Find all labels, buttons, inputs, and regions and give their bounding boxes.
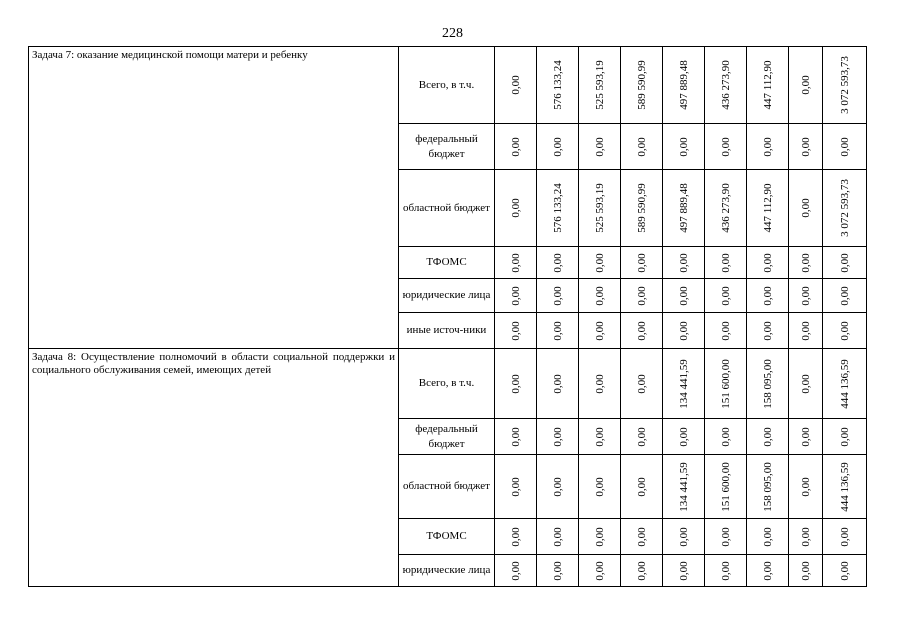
value-cell bbox=[747, 279, 789, 313]
table-row bbox=[29, 349, 867, 419]
funding-source: ТФОМС bbox=[399, 247, 495, 279]
page-number: 228 bbox=[442, 26, 463, 41]
value-cell bbox=[789, 247, 823, 279]
value-text: 497 889,48 bbox=[677, 60, 690, 110]
value-cell bbox=[823, 555, 867, 587]
value-cell bbox=[621, 124, 663, 170]
value-text: 0,00 bbox=[593, 476, 606, 497]
value-cell bbox=[823, 279, 867, 313]
value-text: 151 600,00 bbox=[719, 358, 732, 409]
value-cell bbox=[705, 349, 747, 419]
value-text: 0,00 bbox=[593, 136, 606, 157]
value-cell bbox=[747, 170, 789, 247]
value-text: 525 593,19 bbox=[593, 183, 606, 233]
value-text: 0,00 bbox=[509, 560, 522, 581]
value-cell bbox=[537, 170, 579, 247]
value-cell bbox=[823, 170, 867, 247]
value-cell bbox=[823, 519, 867, 555]
value-cell bbox=[705, 247, 747, 279]
value-cell bbox=[579, 279, 621, 313]
value-text: 447 112,90 bbox=[761, 60, 774, 110]
value-cell bbox=[579, 313, 621, 349]
value-cell bbox=[663, 555, 705, 587]
value-cell bbox=[621, 349, 663, 419]
value-text: 151 600,00 bbox=[719, 461, 732, 512]
value-cell bbox=[823, 124, 867, 170]
value-cell bbox=[537, 455, 579, 519]
value-cell bbox=[495, 555, 537, 587]
value-text: 0,00 bbox=[509, 526, 522, 547]
value-text: 0,00 bbox=[509, 373, 522, 394]
value-text: 0,00 bbox=[799, 320, 812, 341]
value-cell bbox=[621, 47, 663, 124]
value-text: 0,00 bbox=[635, 252, 648, 273]
value-text: 0,00 bbox=[799, 198, 812, 218]
value-text: 0,00 bbox=[719, 320, 732, 341]
value-text: 0,00 bbox=[719, 285, 732, 306]
value-cell bbox=[747, 349, 789, 419]
value-text: 134 441,59 bbox=[677, 461, 690, 512]
value-text: 0,00 bbox=[509, 320, 522, 341]
value-text: 0,00 bbox=[799, 285, 812, 306]
value-text: 0,00 bbox=[761, 136, 774, 157]
value-text: 0,00 bbox=[761, 560, 774, 581]
value-cell bbox=[789, 313, 823, 349]
value-cell bbox=[663, 170, 705, 247]
value-cell bbox=[789, 124, 823, 170]
value-cell bbox=[579, 247, 621, 279]
value-text: 0,00 bbox=[799, 75, 812, 95]
value-text: 0,00 bbox=[593, 252, 606, 273]
value-text: 0,00 bbox=[719, 560, 732, 581]
value-cell bbox=[663, 247, 705, 279]
funding-source: областной бюджет bbox=[399, 170, 495, 247]
value-cell bbox=[579, 47, 621, 124]
value-text: 0,00 bbox=[551, 136, 564, 157]
value-text: 0,00 bbox=[551, 560, 564, 581]
value-cell bbox=[579, 349, 621, 419]
value-cell bbox=[537, 419, 579, 455]
value-cell bbox=[663, 419, 705, 455]
value-text: 0,00 bbox=[509, 426, 522, 447]
value-text: 0,00 bbox=[761, 252, 774, 273]
value-cell bbox=[823, 419, 867, 455]
value-cell bbox=[579, 419, 621, 455]
value-text: 0,00 bbox=[838, 136, 851, 157]
value-text: 0,00 bbox=[635, 426, 648, 447]
value-cell bbox=[823, 349, 867, 419]
value-cell bbox=[621, 519, 663, 555]
value-cell bbox=[621, 555, 663, 587]
value-text: 0,00 bbox=[509, 198, 522, 218]
value-text: 0,00 bbox=[799, 526, 812, 547]
value-cell bbox=[495, 247, 537, 279]
value-cell bbox=[663, 47, 705, 124]
value-cell bbox=[495, 170, 537, 247]
value-text: 0,00 bbox=[761, 526, 774, 547]
value-text: 0,00 bbox=[593, 526, 606, 547]
value-text: 0,00 bbox=[635, 526, 648, 547]
value-cell bbox=[789, 349, 823, 419]
value-cell bbox=[495, 455, 537, 519]
value-text: 0,00 bbox=[799, 560, 812, 581]
value-text: 436 273,90 bbox=[719, 183, 732, 233]
value-cell bbox=[579, 124, 621, 170]
value-text: 0,00 bbox=[635, 285, 648, 306]
value-cell bbox=[495, 279, 537, 313]
value-text: 0,00 bbox=[551, 526, 564, 547]
value-cell bbox=[621, 419, 663, 455]
value-cell bbox=[537, 313, 579, 349]
value-text: 0,00 bbox=[838, 320, 851, 341]
value-cell bbox=[663, 313, 705, 349]
value-cell bbox=[705, 170, 747, 247]
value-cell bbox=[495, 419, 537, 455]
value-text: 525 593,19 bbox=[593, 60, 606, 110]
value-text: 0,00 bbox=[719, 526, 732, 547]
value-text: 436 273,90 bbox=[719, 60, 732, 110]
value-text: 0,00 bbox=[838, 560, 851, 581]
value-text: 576 133,24 bbox=[551, 60, 564, 110]
value-text: 0,00 bbox=[799, 476, 812, 497]
value-text: 0,00 bbox=[635, 136, 648, 157]
value-cell bbox=[537, 247, 579, 279]
value-text: 3 072 593,73 bbox=[838, 56, 851, 114]
value-text: 0,00 bbox=[838, 426, 851, 447]
value-text: 0,00 bbox=[719, 252, 732, 273]
funding-source: федеральный бюджет bbox=[399, 124, 495, 170]
value-cell bbox=[579, 555, 621, 587]
value-cell bbox=[663, 279, 705, 313]
value-text: 0,00 bbox=[677, 285, 690, 306]
value-cell bbox=[789, 519, 823, 555]
value-cell bbox=[537, 519, 579, 555]
value-cell bbox=[789, 419, 823, 455]
funding-source: федеральный бюджет bbox=[399, 419, 495, 455]
value-text: 0,00 bbox=[719, 426, 732, 447]
value-cell bbox=[823, 455, 867, 519]
value-text: 0,00 bbox=[551, 373, 564, 394]
value-cell bbox=[789, 170, 823, 247]
value-cell bbox=[789, 279, 823, 313]
value-cell bbox=[789, 455, 823, 519]
value-text: 0,00 bbox=[551, 252, 564, 273]
value-cell bbox=[705, 519, 747, 555]
value-cell bbox=[705, 313, 747, 349]
value-text: 0,00 bbox=[799, 426, 812, 447]
value-cell bbox=[537, 279, 579, 313]
value-cell bbox=[663, 519, 705, 555]
value-text: 0,00 bbox=[509, 285, 522, 306]
value-cell bbox=[579, 170, 621, 247]
value-text: 0,00 bbox=[551, 476, 564, 497]
value-cell bbox=[537, 555, 579, 587]
funding-table bbox=[28, 46, 867, 587]
funding-source: областной бюджет bbox=[399, 455, 495, 519]
value-text: 0,00 bbox=[677, 136, 690, 157]
value-cell bbox=[663, 455, 705, 519]
value-text: 0,00 bbox=[593, 320, 606, 341]
value-text: 0,00 bbox=[509, 476, 522, 497]
value-cell bbox=[747, 247, 789, 279]
value-cell bbox=[705, 279, 747, 313]
value-cell bbox=[621, 247, 663, 279]
value-text: 0,00 bbox=[635, 476, 648, 497]
value-cell bbox=[789, 555, 823, 587]
value-cell bbox=[579, 455, 621, 519]
value-text: 0,00 bbox=[761, 426, 774, 447]
value-cell bbox=[495, 47, 537, 124]
value-cell bbox=[537, 47, 579, 124]
value-cell bbox=[621, 279, 663, 313]
value-text: 576 133,24 bbox=[551, 183, 564, 233]
value-cell bbox=[495, 313, 537, 349]
value-cell bbox=[579, 519, 621, 555]
value-text: 497 889,48 bbox=[677, 183, 690, 233]
value-text: 134 441,59 bbox=[677, 358, 690, 409]
value-cell bbox=[823, 247, 867, 279]
value-text: 0,00 bbox=[593, 426, 606, 447]
value-text: 158 095,00 bbox=[761, 461, 774, 512]
value-cell bbox=[747, 519, 789, 555]
value-text: 158 095,00 bbox=[761, 358, 774, 409]
value-text: 0,00 bbox=[593, 373, 606, 394]
value-cell bbox=[621, 313, 663, 349]
value-text: 0,00 bbox=[761, 285, 774, 306]
value-text: 444 136,59 bbox=[838, 358, 851, 409]
value-text: 0,00 bbox=[838, 252, 851, 273]
value-cell bbox=[537, 124, 579, 170]
value-cell bbox=[705, 47, 747, 124]
value-cell bbox=[747, 124, 789, 170]
task-title: Задача 7: оказание медицинской помощи матери и ребенку bbox=[29, 47, 399, 349]
value-cell bbox=[747, 455, 789, 519]
value-text: 589 590,99 bbox=[635, 183, 648, 233]
value-text: 0,00 bbox=[635, 373, 648, 394]
value-text: 0,00 bbox=[551, 426, 564, 447]
value-cell bbox=[747, 313, 789, 349]
value-cell bbox=[495, 519, 537, 555]
value-cell bbox=[705, 124, 747, 170]
value-text: 0,00 bbox=[677, 426, 690, 447]
value-cell bbox=[495, 124, 537, 170]
value-text: 0,00 bbox=[799, 373, 812, 394]
value-cell bbox=[621, 170, 663, 247]
value-text: 0,00 bbox=[677, 560, 690, 581]
value-text: 0,00 bbox=[509, 252, 522, 273]
value-text: 0,00 bbox=[838, 285, 851, 306]
value-cell bbox=[495, 349, 537, 419]
task-title: Задача 8: Осуществление полномочий в области социальной поддержки и социального обслуживания семей, имеющих детей bbox=[29, 349, 399, 587]
value-text: 589 590,99 bbox=[635, 60, 648, 110]
value-text: 0,00 bbox=[593, 285, 606, 306]
value-cell bbox=[823, 47, 867, 124]
funding-source: иные источ-ники bbox=[399, 313, 495, 349]
value-cell bbox=[789, 47, 823, 124]
value-text: 447 112,90 bbox=[761, 183, 774, 233]
value-text: 0,00 bbox=[551, 320, 564, 341]
value-text: 0,00 bbox=[509, 136, 522, 157]
funding-source: юридические лица bbox=[399, 555, 495, 587]
value-text: 0,00 bbox=[635, 560, 648, 581]
value-text: 0,00 bbox=[761, 320, 774, 341]
value-text: 0,00 bbox=[799, 252, 812, 273]
value-text: 0,00 bbox=[635, 320, 648, 341]
funding-source: Всего, в т.ч. bbox=[399, 47, 495, 124]
value-cell bbox=[823, 313, 867, 349]
value-cell bbox=[747, 47, 789, 124]
value-text: 0,00 bbox=[593, 560, 606, 581]
value-text: 0,00 bbox=[509, 75, 522, 95]
funding-source: ТФОМС bbox=[399, 519, 495, 555]
value-text: 0,00 bbox=[677, 252, 690, 273]
value-text: 444 136,59 bbox=[838, 461, 851, 512]
funding-source: Всего, в т.ч. bbox=[399, 349, 495, 419]
value-cell bbox=[663, 349, 705, 419]
value-text: 0,00 bbox=[838, 526, 851, 547]
value-text: 3 072 593,73 bbox=[838, 179, 851, 237]
value-cell bbox=[747, 555, 789, 587]
value-text: 0,00 bbox=[799, 136, 812, 157]
value-text: 0,00 bbox=[677, 526, 690, 547]
value-text: 0,00 bbox=[677, 320, 690, 341]
funding-source: юридические лица bbox=[399, 279, 495, 313]
value-cell bbox=[663, 124, 705, 170]
value-cell bbox=[705, 555, 747, 587]
value-cell bbox=[705, 419, 747, 455]
value-cell bbox=[747, 419, 789, 455]
value-cell bbox=[705, 455, 747, 519]
table-row bbox=[29, 47, 867, 124]
value-cell bbox=[537, 349, 579, 419]
value-text: 0,00 bbox=[719, 136, 732, 157]
value-text: 0,00 bbox=[551, 285, 564, 306]
value-cell bbox=[621, 455, 663, 519]
